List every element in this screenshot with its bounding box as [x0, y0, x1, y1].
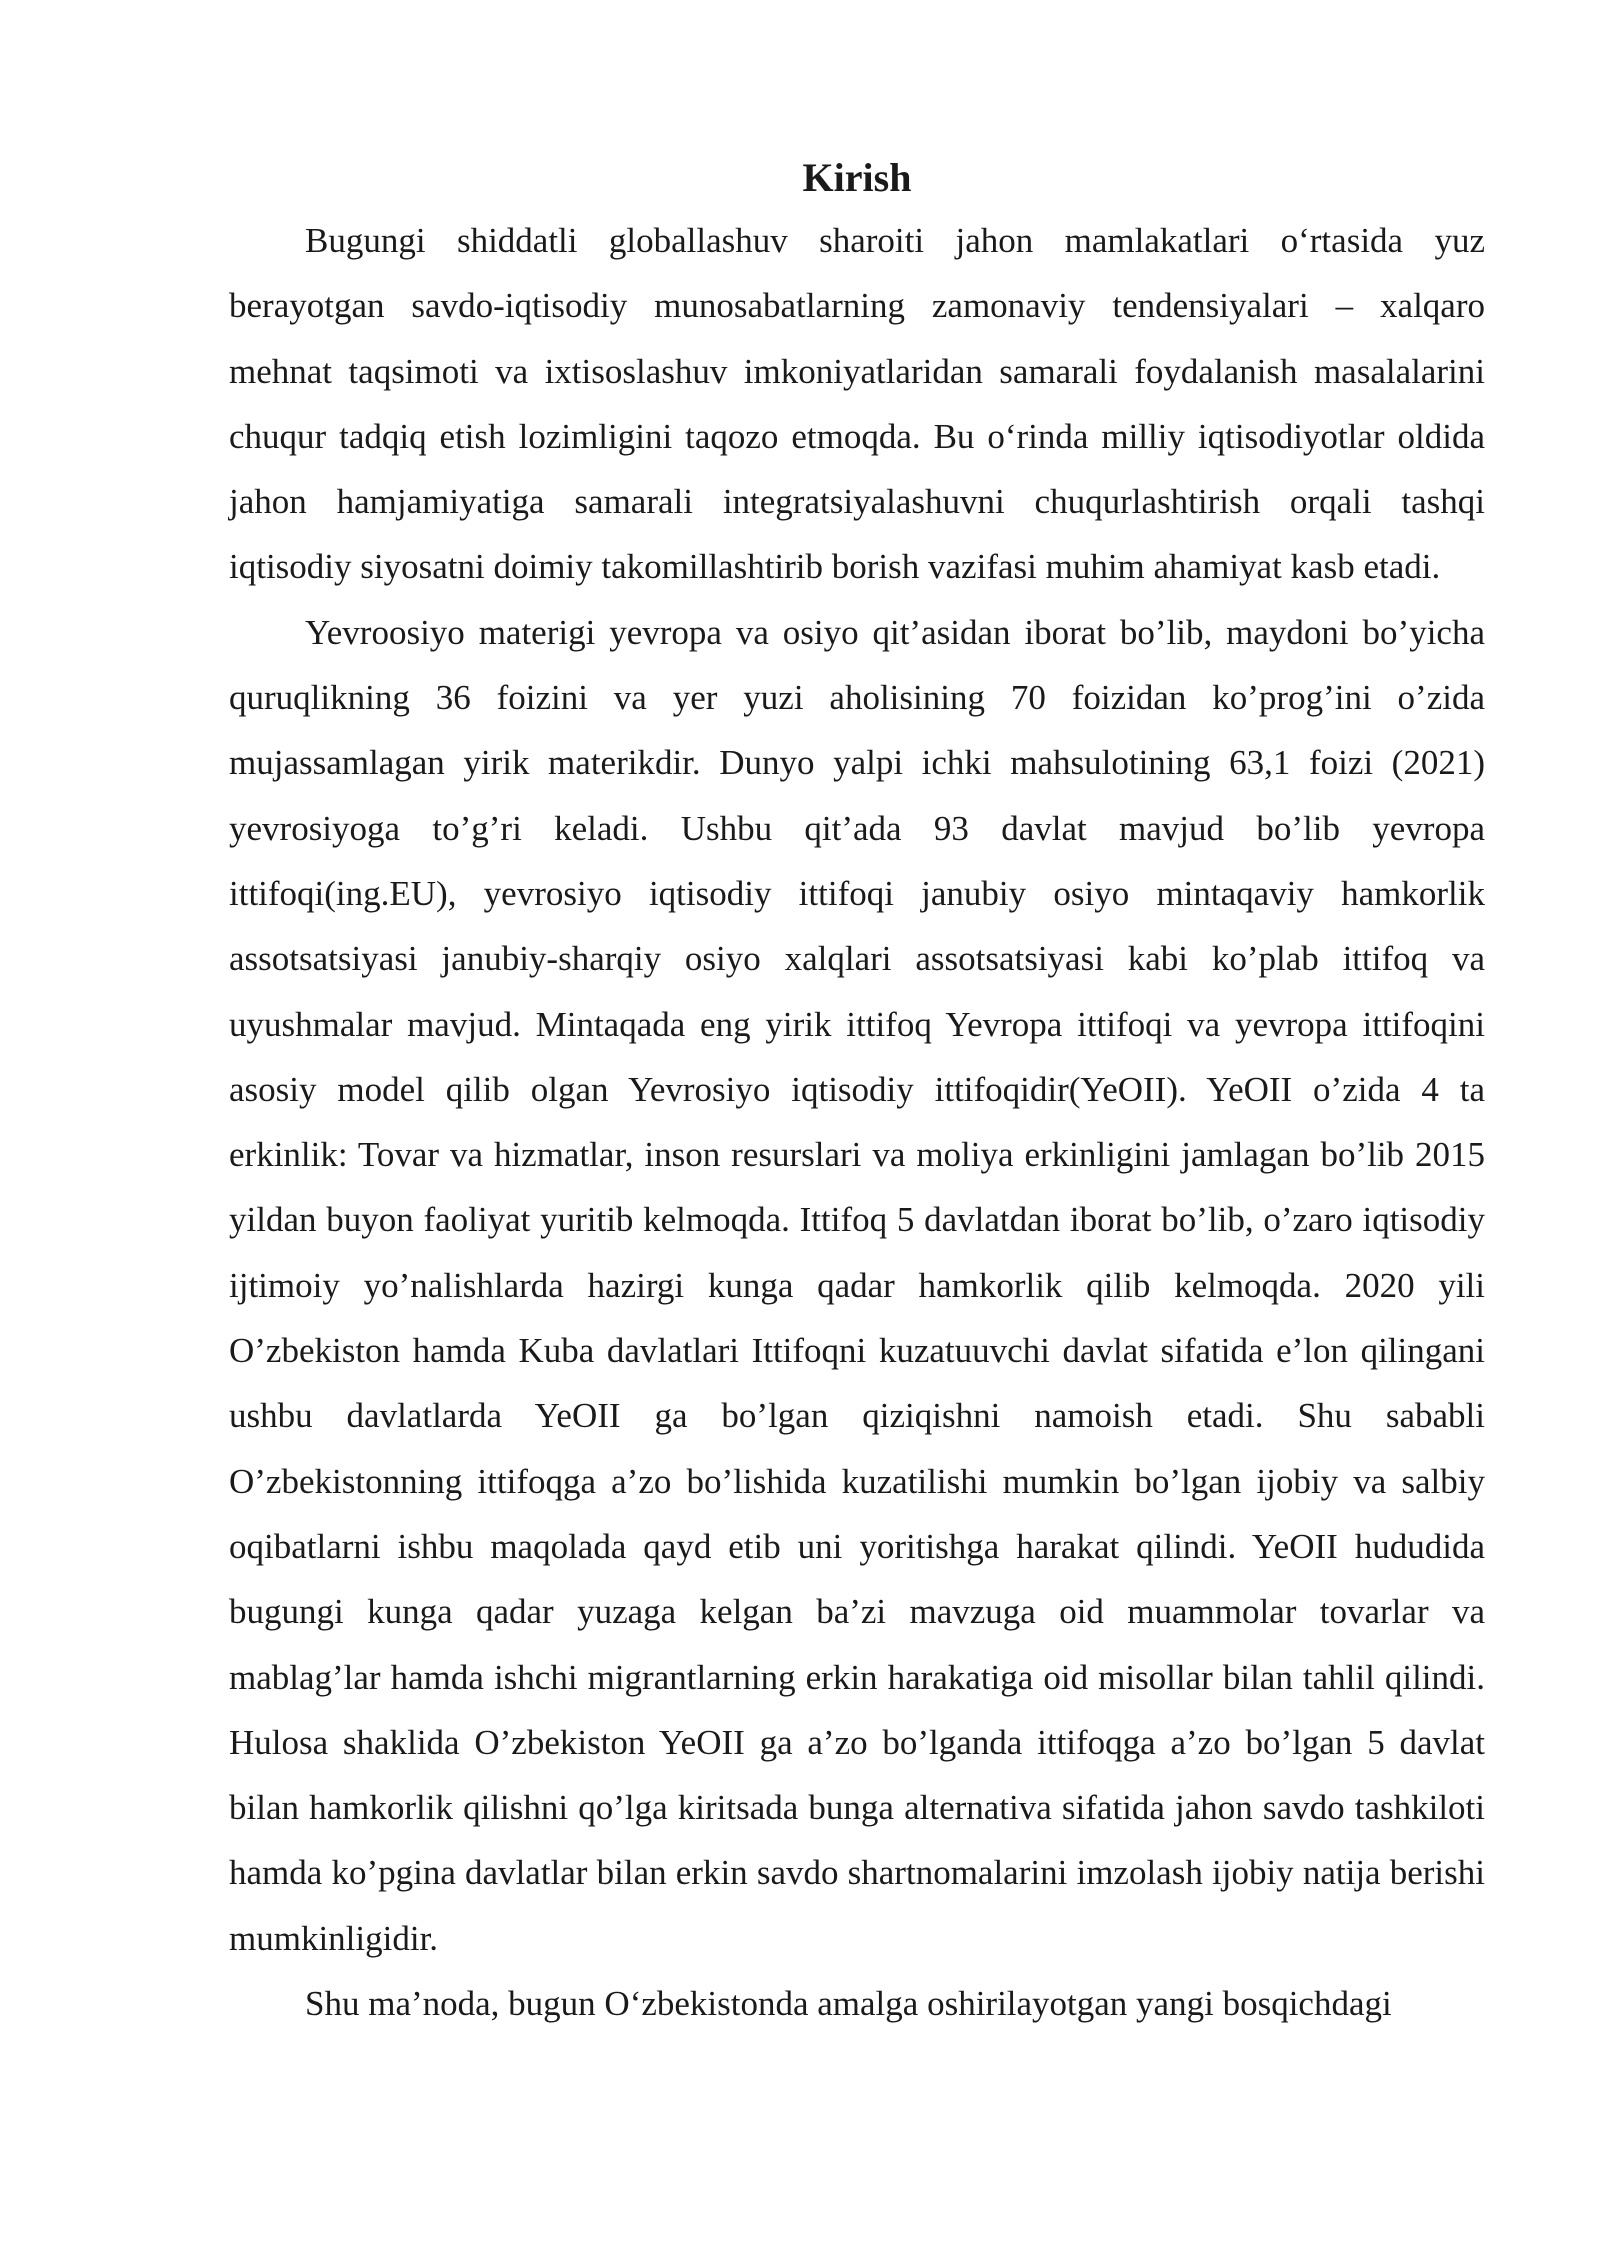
paragraph-eurasia: Yevroosiyo materigi yevropa va osiyo qit’asidan iborat bo’lib, maydoni bo’yicha quruqlikning 36 foizini va yer yuzi aholisining 70 foizidan ko’prog’ini o’zida mujassamlagan yirik materikdir. Dunyo yalpi ichki mahsulotining 63,1 foizi (2021) yevrosiyoga to’g’ri keladi. Ushbu qit’ada 93 davlat mavjud bo’lib yevropa ittifoqi(ing.EU), yevrosiyo iqtisodiy ittifoqi janubiy osiyo mintaqaviy hamkorlik assotsatsiyasi janubiy-sharqiy osiyo xalqlari assotsatsiyasi kabi ko’plab ittifoq va uyushmalar mavjud. Mintaqada eng yirik ittifoq Yevropa ittifoqi va yevropa ittifoqini asosiy model qilib olgan Yevrosiyo iqtisodiy ittifoqidir(YeOII). YeOII o’zida 4 ta erkinlik: Tovar va hizmatlar, inson resurslari va moliya erkinligini jamlagan bo’lib 2015 yildan buyon faoliyat yuritib kelmoqda. Ittifoq 5 davlatdan iborat bo’lib, o’zaro iqtisodiy ijtimoiy yo’nalishlarda hazirgi kunga qadar hamkorlik qilib kelmoqda. 2020 yili O’zbekiston hamda Kuba davlatlari Ittifoqni kuzatuuvchi davlat sifatida e’lon qilingani ushbu davlatlarda YeOII ga bo’lgan qiziqishni namoish etadi. Shu sababli O’zbekistonning ittifoqga a’zo bo’lishida kuzatilishi mumkin bo’lgan ijobiy va salbiy oqibatlarni ishbu maqolada qayd etib uni yoritishga harakat qilindi. YeOII hududida bugungi kunga qadar yuzaga kelgan ba’zi mavzuga oid muammolar tovarlar va mablag’lar hamda ishchi migrantlarning erkin harakatiga oid misollar bilan tahlil qilindi. Hulosa shaklida O’zbekiston YeOII ga a’zo bo’lganda ittifoqga a’zo bo’lgan 5 davlat bilan hamkorlik qilishni qo’lga kiritsada bunga alternativa sifatida jahon savdo tashkiloti hamda ko’pgina davlatlar bilan erkin savdo shartnomalarini imzolash ijobiy natija berishi mumkinligidir. [229, 612, 1485, 1958]
paragraph-introduction: Bugungi shiddatli globallashuv sharoiti jahon mamlakatlari o‘rtasida yuz berayotgan savdo-iqtisodiy munosabatlarning zamonaviy tendensiyalari – xalqaro mehnat taqsimoti va ixtisoslashuv imkoniyatlaridan samarali foydalanish masalalarini chuqur tadqiq etish lozimligini taqozo etmoqda. Bu o‘rinda milliy iqtisodiyotlar oldida jahon hamjamiyatiga samarali integratsiyalashuvni chuqurlashtirish orqali tashqi iqtisodiy siyosatni doimiy takomillashtirib borish vazifasi muhim ahamiyat kasb etadi. [229, 221, 1485, 587]
document-page [229, 148, 1485, 2036]
document-title: Kirish [802, 155, 912, 200]
paragraph-continuation: Shu ma’noda, bugun O‘zbekistonda amalga oshirilayotgan yangi bosqichdagi [305, 1984, 1392, 2024]
